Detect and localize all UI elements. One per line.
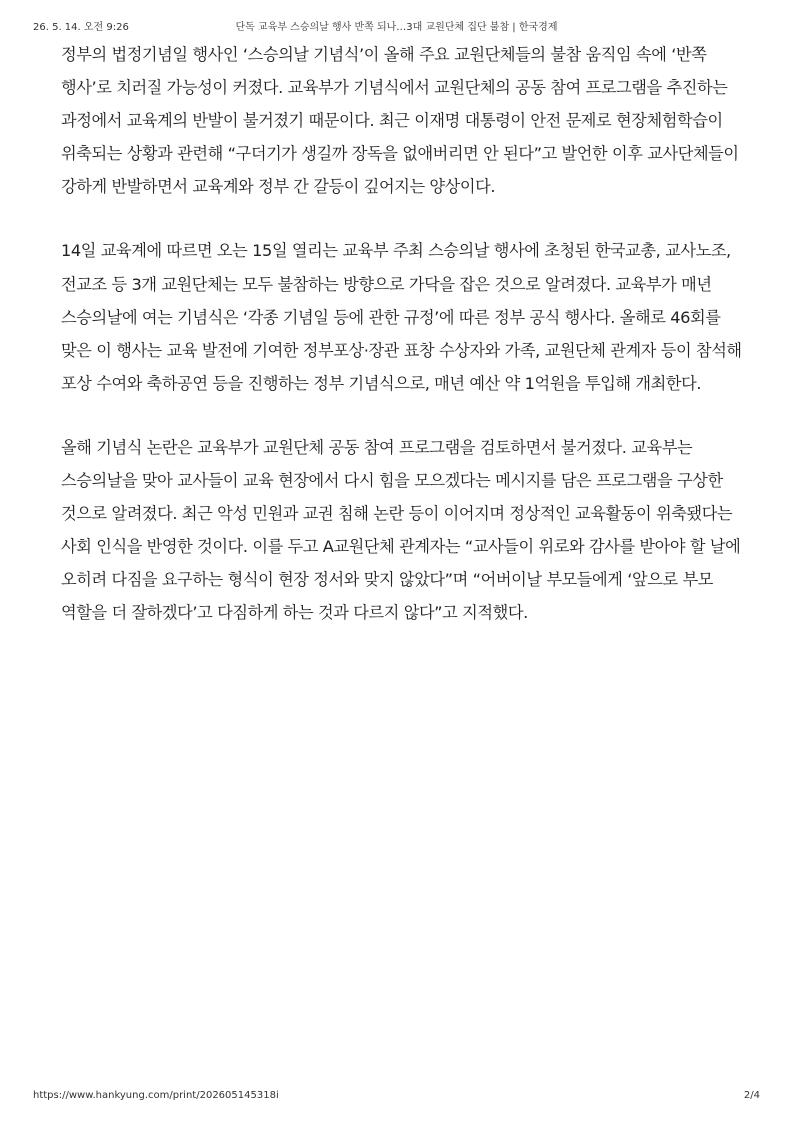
print-url: https://www.hankyung.com/print/202605145318i — [33, 1090, 279, 1101]
print-footer — [33, 1090, 760, 1106]
article-paragraph: 올해 기념식 논란은 교육부가 교원단체 공동 참여 프로그램을 검토하면서 불거졌다. 교육부는 스승의날을 맞아 교사들이 교육 현장에서 다시 힘을 모으겠다는 메시지를 담은 프로그램을 구상한 것으로 알려졌다. 최근 악성 민원과 교권 침해 논란 등이 이어지며 정상적인 교육활동이 위축됐다는 사회 인식을 반영한 것이다. 이를 두고 A교원단체 관계자는 “교사들이 위로와 감사를 받아야 할 날에 오히려 다짐을 요구하는 형식이 현장 정서와 맞지 않았다”며 “어버이날 부모들에게 ‘앞으로 부모 역할을 더 잘하겠다’고 다짐하게 하는 것과 다르지 않다”고 지적했다. — [61, 437, 741, 623]
print-header — [33, 18, 760, 34]
print-datetime: 26. 5. 14. 오전 9:26 — [33, 22, 129, 33]
article-paragraph: 정부의 법정기념일 행사인 ‘스승의날 기념식’이 올해 주요 교원단체들의 불참 움직임 속에 ‘반쪽 행사’로 치러질 가능성이 커졌다. 교육부가 기념식에서 교원단체의 공동 참여 프로그램을 추진하는 과정에서 교육계의 반발이 불거졌기 때문이다. 최근 이재명 대통령이 안전 문제로 현장체험학습이 위축되는 상황과 관련해 “구더기가 생길까 장독을 없애버리면 안 된다”고 발언한 이후 교사단체들이 강하게 반발하면서 교육계와 정부 간 갈등이 깊어지는 양상이다. — [61, 45, 739, 197]
page-number: 2/4 — [743, 1090, 760, 1101]
print-doc-title: 단독 교육부 스승의날 행사 반쪽 되나…3대 교원단체 집단 불참 | 한국경제 — [235, 22, 558, 33]
article-paragraph: 14일 교육계에 따르면 오는 15일 열리는 교육부 주최 스승의날 행사에 초청된 한국교총, 교사노조, 전교조 등 3개 교원단체는 모두 불참하는 방향으로 가닥을 잡은 것으로 알려졌다. 교육부가 매년 스승의날에 여는 기념식은 ‘각종 기념일 등에 관한 규정’에 따른 정부 공식 행사다. 올해로 46회를 맞은 이 행사는 교육 발전에 기여한 정부포상·장관 표창 수상자와 가족, 교원단체 관계자 등이 참석해 포상 수여와 축하공연 등을 진행하는 정부 기념식으로, 매년 예산 약 1억원을 투입해 개최한다. — [61, 241, 742, 393]
article-body — [61, 38, 751, 661]
